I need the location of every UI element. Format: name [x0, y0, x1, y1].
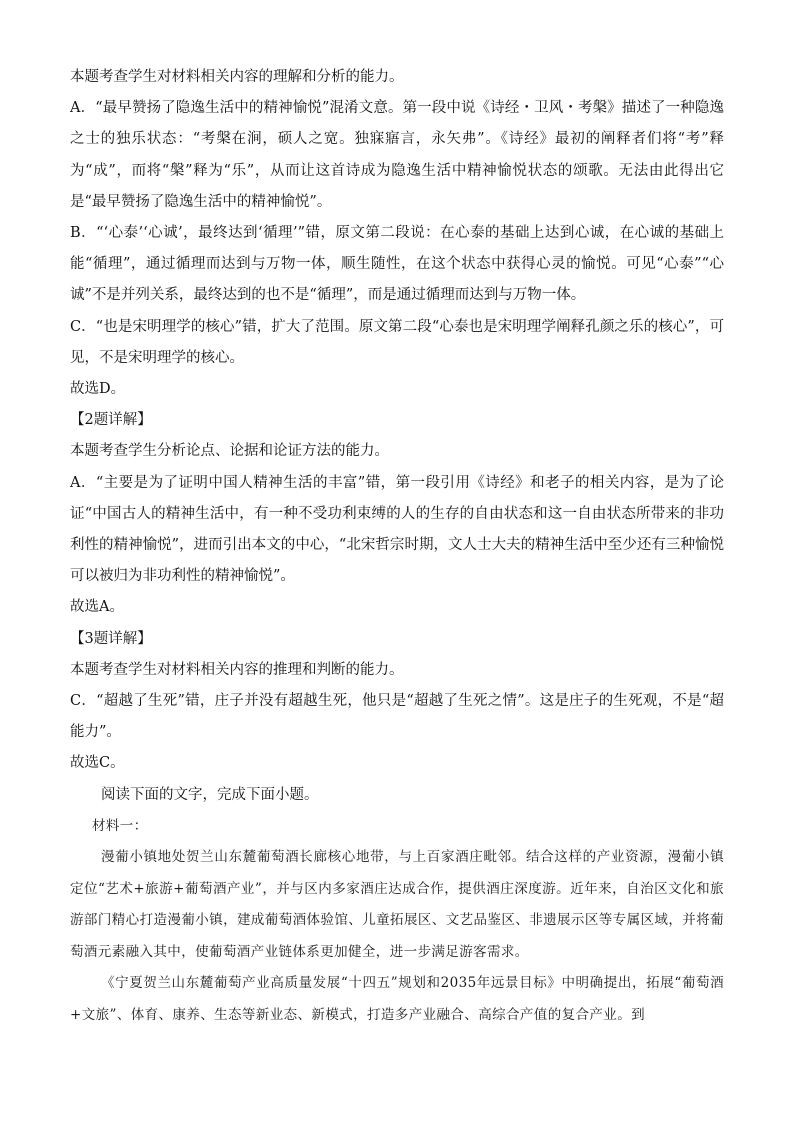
material-label: 材料一： — [92, 817, 148, 834]
reading-instruction: 阅读下面的文字，完成下面小题。 — [101, 786, 319, 803]
material-paragraph-2: 《宁夏贺兰山东麓葡萄产业高质量发展“十四五”规划和2035年远景目标》中明确提出，拓展“葡萄酒+文旅”、体育、康养、生态等新业态、新模式，打造多产业融合、高综合产值的复合产业。到 — [70, 975, 724, 1023]
paragraph-option-c-3: C．“超越了生死”错，庄子并没有超越生死，他只是“超越了生死之情”。这是庄子的生死观，不是“超能力”。 — [70, 693, 724, 741]
heading-q3: 【3题详解】 — [70, 630, 152, 647]
paragraph-option-a-2: A．“主要是为了证明中国人精神生活的丰富”错，第一段引用《诗经》和老子的相关内容，是为了论证“中国古人的精神生活中，有一种不受功利束缚的人的生存的自由状态和这一自由状态所带来的非功利性的精神愉悦”，进而引出本文的中心，“北宋哲宗时期，文人士大夫的精神生活中至少还有三种愉悦可以被归为非功利性的精神愉悦”。 — [70, 474, 724, 585]
paragraph-option-b-1: B．“‘心泰’‘心诚’，最终达到‘循理’”错，原文第二段说：在心泰的基础上达到心诚，在心诚的基础上能“循理”，通过循理而达到与万物一体，顺生随性，在这个状态中获得心灵的愉悦。可见“心泰”“心诚”不是并列关系，最终达到的也不是“循理”，而是通过循理而达到与万物一体。 — [70, 225, 724, 304]
heading-q2: 【2题详解】 — [70, 412, 152, 429]
paragraph-option-a-1: A．“最早赞扬了隐逸生活中的精神愉悦”混淆文意。第一段中说《诗经・卫风・考槃》描述了一种隐逸之士的独乐状态：“考槃在涧，硕人之宽。独寐寤言，永矢弗”。《诗经》最初的阐释者们将“考”释为“成”，而将“槃”释为“乐”，从而让这首诗成为隐逸生活中精神愉悦状态的颂歌。无法由此得出它是“最早赞扬了隐逸生活中的精神愉悦”。 — [70, 100, 724, 210]
material-paragraph-1: 漫葡小镇地处贺兰山东麓葡萄酒长廊核心地带，与上百家酒庄毗邻。结合这样的产业资源，漫葡小镇定位“艺术+旅游+葡萄酒产业”，并与区内多家酒庄达成合作，提供酒庄深度游。近年来，自治区文化和旅游部门精心打造漫葡小镇，建成葡萄酒体验馆、儿童拓展区、文艺品鉴区、非遗展示区等专属区域，并将葡萄酒元素融入其中，使葡萄酒产业链体系更加健全，进一步满足游客需求。 — [70, 849, 724, 960]
paragraph-intro-3: 本题考查学生对材料相关内容的推理和判断的能力。 — [70, 661, 404, 678]
document-page — [70, 62, 724, 1031]
answer-2: 故选A。 — [70, 599, 124, 616]
paragraph-option-c-1: C．“也是宋明理学的核心”错，扩大了范围。原文第二段“心泰也是宋明理学阐释孔颜之乐的核心”，可见，不是宋明理学的核心。 — [70, 318, 724, 366]
answer-3: 故选C。 — [70, 755, 125, 772]
paragraph-intro-1: 本题考查学生对材料相关内容的理解和分析的能力。 — [70, 69, 404, 85]
answer-1: 故选D。 — [70, 381, 126, 398]
paragraph-intro-2: 本题考查学生分析论点、论据和论证方法的能力。 — [70, 443, 389, 460]
